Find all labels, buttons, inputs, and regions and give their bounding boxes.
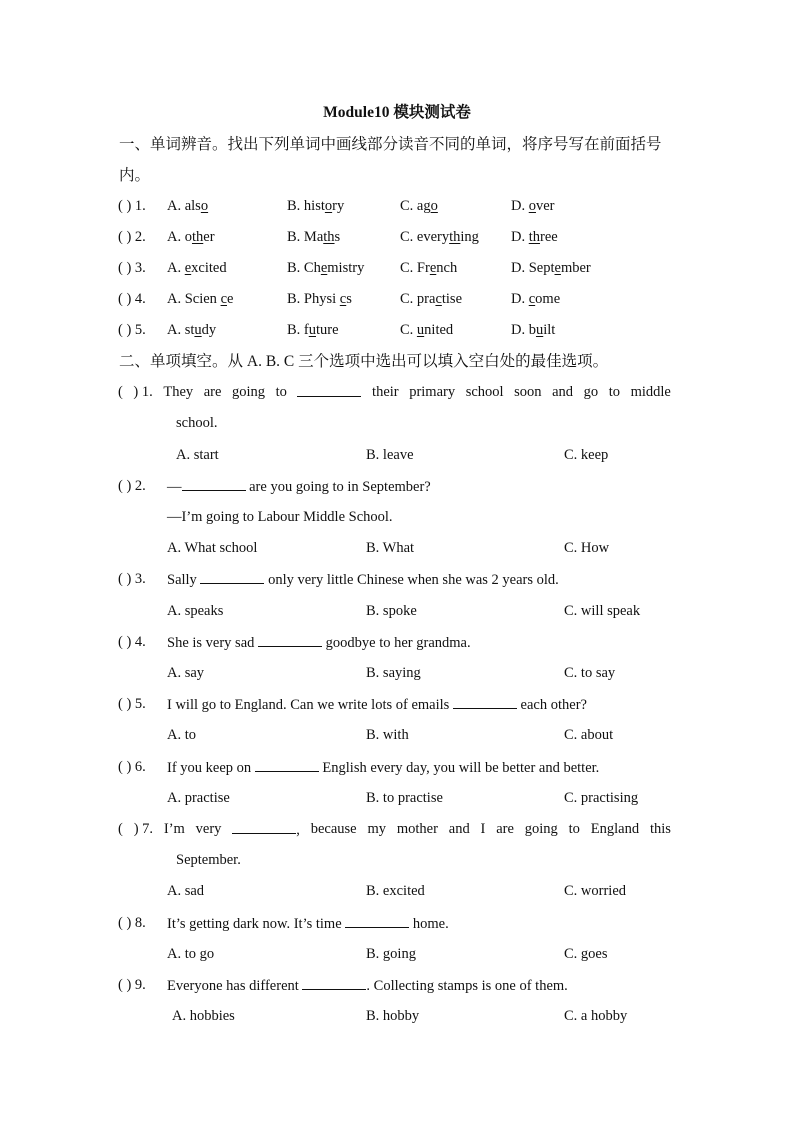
stem-text-before: It’s getting dark now. It’s time xyxy=(167,916,346,932)
stem-word: I xyxy=(480,821,486,837)
blank-slot xyxy=(297,384,361,402)
underlined-letters: u xyxy=(535,322,544,338)
stem-word: going xyxy=(232,384,266,400)
answer-blank xyxy=(200,571,264,584)
stem-word: because xyxy=(310,821,357,837)
sound-item xyxy=(0,260,794,280)
q5-stem xyxy=(0,696,794,716)
options-row xyxy=(0,1008,794,1028)
question-text xyxy=(167,571,559,589)
option-a xyxy=(167,291,233,308)
dialogue-reply: —I’m going to Labour Middle School. xyxy=(167,509,393,525)
stem-word: primary xyxy=(409,384,456,400)
stem-text-after: goodbye to her grandma. xyxy=(322,635,471,651)
option-text: s xyxy=(334,229,341,245)
option-d xyxy=(511,198,555,215)
stem-word: my xyxy=(367,821,386,837)
stem-word: to xyxy=(568,821,580,837)
underlined-letters: e xyxy=(554,260,561,276)
option-c xyxy=(400,260,457,277)
underlined-letters: th xyxy=(449,229,461,245)
underlined-letters: c xyxy=(528,291,536,307)
underlined-letters: th xyxy=(528,229,541,245)
q7-stem-continued: September. xyxy=(176,852,241,868)
answer-blank xyxy=(255,759,319,772)
option-a: A. sad xyxy=(167,883,205,899)
option-a: A. speaks xyxy=(167,603,224,619)
options-row xyxy=(0,540,794,560)
option-b xyxy=(287,260,364,277)
option-b: B. hobby xyxy=(366,1008,420,1024)
underlined-letters: u xyxy=(194,322,202,338)
q7-stem xyxy=(118,821,671,839)
stem-text-before: I will go to England. Can we write lots of emails xyxy=(167,697,453,713)
underlined-letters: o xyxy=(200,198,209,214)
options-row xyxy=(0,447,794,467)
underlined-letters: th xyxy=(323,229,335,245)
option-text: A. als xyxy=(167,198,201,214)
question-number: ( ) 4. xyxy=(118,634,146,650)
underlined-letters: th xyxy=(191,229,204,245)
option-text: ree xyxy=(540,229,558,245)
option-text: D. Sept xyxy=(511,260,555,276)
option-a: A. What school xyxy=(167,540,258,556)
option-text: B. Ch xyxy=(287,260,321,276)
item-number: ( ) 4. xyxy=(118,291,146,307)
stem-word: this xyxy=(649,821,671,837)
answer-blank xyxy=(302,977,366,990)
section1-heading-line1: 一、单词辨音。找出下列单词中画线部分读音不同的单词，将序号写在前面括号 xyxy=(119,136,662,153)
option-text: C. Fr xyxy=(400,260,430,276)
question-text xyxy=(167,977,568,995)
option-text: C. xyxy=(400,322,417,338)
option-text: A. Scien xyxy=(167,291,221,307)
option-b: B. to practise xyxy=(366,790,443,806)
item-number: ( ) 3. xyxy=(118,260,146,276)
option-text: B. Physi xyxy=(287,291,340,307)
option-a: A. to xyxy=(167,727,196,743)
underlined-letters: u xyxy=(416,322,425,338)
underlined-letters: o xyxy=(430,198,438,214)
stem-text-after: home. xyxy=(409,916,449,932)
question-number: ( ) 8. xyxy=(118,915,146,931)
stem-text-before: — xyxy=(167,479,182,495)
option-c: C. about xyxy=(564,727,614,743)
option-c: C. a hobby xyxy=(564,1008,628,1024)
option-b: B. excited xyxy=(366,883,425,899)
stem-word: ) 7. xyxy=(133,821,154,837)
option-b: B. spoke xyxy=(366,603,417,619)
underlined-letters: o xyxy=(324,198,333,214)
option-c xyxy=(400,229,479,246)
options-row xyxy=(0,883,794,903)
option-c: C. keep xyxy=(564,447,609,463)
option-b: B. going xyxy=(366,946,416,962)
option-a: A. start xyxy=(176,447,219,463)
underlined-letters: e xyxy=(184,260,192,276)
stem-word: to xyxy=(275,384,287,400)
sound-item xyxy=(0,198,794,218)
section1-heading-line2: 内。 xyxy=(119,167,151,184)
stem-word: and xyxy=(552,384,574,400)
stem-text-before: She is very sad xyxy=(167,635,259,651)
option-c: C. will speak xyxy=(564,603,641,619)
option-b: B. saying xyxy=(366,665,421,681)
option-a: A. to go xyxy=(167,946,215,962)
stem-text-before: Sally xyxy=(167,572,201,588)
options-row xyxy=(0,727,794,747)
option-d xyxy=(511,322,555,339)
option-c: C. practising xyxy=(564,790,639,806)
option-b xyxy=(287,229,340,246)
option-c xyxy=(400,198,438,215)
option-c: C. to say xyxy=(564,665,616,681)
option-text: ome xyxy=(535,291,561,307)
question-number: ( ) 2. xyxy=(118,478,146,494)
option-c xyxy=(400,291,462,308)
sound-item xyxy=(0,291,794,311)
option-text: B. f xyxy=(287,322,309,338)
option-text: A. xyxy=(167,260,185,276)
answer-blank xyxy=(182,478,246,491)
question-text xyxy=(167,478,431,496)
option-c: C. How xyxy=(564,540,610,556)
stem-word: very xyxy=(195,821,222,837)
q2-answer-line xyxy=(0,509,794,529)
stem-text-before: Everyone has different xyxy=(167,978,303,994)
q1-stem-continued: school. xyxy=(176,415,218,431)
stem-word: are xyxy=(496,821,514,837)
stem-word: They xyxy=(163,384,194,400)
options-row xyxy=(0,946,794,966)
underlined-letters: c xyxy=(339,291,347,307)
option-c: C. worried xyxy=(564,883,627,899)
q3-stem xyxy=(0,571,794,591)
stem-word: soon xyxy=(514,384,542,400)
question-number: ( ) 5. xyxy=(118,696,146,712)
stem-word: to xyxy=(608,384,620,400)
option-text: er xyxy=(203,229,215,245)
section1-heading xyxy=(119,129,679,191)
question-number: ( ) 3. xyxy=(118,571,146,587)
option-a: A. hobbies xyxy=(172,1008,235,1024)
option-text: ture xyxy=(316,322,339,338)
underlined-letters: c xyxy=(435,291,442,307)
stem-word: going xyxy=(524,821,558,837)
q2-stem xyxy=(0,478,794,498)
option-text: C. every xyxy=(400,229,450,245)
page-title: Module10 模块测试卷 xyxy=(323,104,471,121)
option-text: e xyxy=(227,291,234,307)
question-text xyxy=(167,915,449,933)
underlined-letters: o xyxy=(528,198,536,214)
option-text: xcited xyxy=(191,260,227,276)
option-text: ing xyxy=(460,229,479,245)
option-text: mistry xyxy=(327,260,365,276)
option-c xyxy=(400,322,453,339)
q8-stem xyxy=(0,915,794,935)
item-number: ( ) 2. xyxy=(118,229,146,245)
answer-blank xyxy=(232,821,296,834)
options-row xyxy=(0,603,794,623)
item-number: ( ) 1. xyxy=(118,198,146,214)
option-b xyxy=(287,198,344,215)
q6-stem xyxy=(0,759,794,779)
stem-word: ( xyxy=(118,384,123,400)
option-text: D. b xyxy=(511,322,536,338)
stem-text-after: are you going to in September? xyxy=(245,479,431,495)
option-text: C. ag xyxy=(400,198,431,214)
option-text: B. hist xyxy=(287,198,325,214)
option-b: B. What xyxy=(366,540,415,556)
answer-blank xyxy=(453,696,517,709)
option-text: C. pra xyxy=(400,291,436,307)
option-text: A. st xyxy=(167,322,195,338)
stem-text-after: only very little Chinese when she was 2 years old. xyxy=(264,572,559,588)
option-text: D. xyxy=(511,229,529,245)
option-a xyxy=(167,229,215,246)
answer-blank xyxy=(297,384,361,397)
option-text: dy xyxy=(201,322,217,338)
option-text: ilt xyxy=(543,322,556,338)
q4-stem xyxy=(0,634,794,654)
underlined-letters: u xyxy=(308,322,316,338)
option-text: mber xyxy=(560,260,591,276)
stem-word: ( xyxy=(118,821,123,837)
question-text xyxy=(167,634,471,652)
underlined-letters: c xyxy=(220,291,227,307)
option-text: nited xyxy=(424,322,454,338)
stem-text-after: . Collecting stamps is one of them. xyxy=(366,978,568,994)
q1-stem xyxy=(118,384,671,402)
option-text: B. Ma xyxy=(287,229,324,245)
option-d xyxy=(511,229,558,246)
q9-stem xyxy=(0,977,794,997)
option-b xyxy=(287,291,352,308)
question-number: ( ) 6. xyxy=(118,759,146,775)
item-number: ( ) 5. xyxy=(118,322,146,338)
option-text: A. o xyxy=(167,229,192,245)
blank-slot: , xyxy=(232,821,300,839)
answer-blank xyxy=(345,915,409,928)
option-b xyxy=(287,322,339,339)
section2-heading: 二、单项填空。从 A. B. C 三个选项中选出可以填入空白处的最佳选项。 xyxy=(119,353,609,370)
stem-word: are xyxy=(203,384,222,400)
option-text: D. xyxy=(511,198,529,214)
stem-word: mother xyxy=(396,821,438,837)
answer-blank xyxy=(258,634,322,647)
underlined-letters: e xyxy=(320,260,328,276)
stem-word: go xyxy=(583,384,599,400)
option-a: A. say xyxy=(167,665,205,681)
option-d xyxy=(511,291,560,308)
option-text: nch xyxy=(436,260,458,276)
stem-word: middle xyxy=(630,384,671,400)
option-a xyxy=(167,198,208,215)
sound-item xyxy=(0,322,794,342)
option-d xyxy=(511,260,591,277)
stem-word: school xyxy=(465,384,504,400)
stem-text-before: If you keep on xyxy=(167,760,255,776)
stem-word: ) 1. xyxy=(133,384,153,400)
option-text: D. xyxy=(511,291,529,307)
options-row xyxy=(0,665,794,685)
option-a xyxy=(167,260,227,277)
option-c: C. goes xyxy=(564,946,608,962)
underlined-letters: e xyxy=(429,260,437,276)
option-a: A. practise xyxy=(167,790,230,806)
option-b: B. leave xyxy=(366,447,414,463)
stem-word: England xyxy=(590,821,640,837)
stem-text-after: English every day, you will be better and better. xyxy=(318,760,600,776)
option-text: ver xyxy=(535,198,555,214)
stem-word: their xyxy=(372,384,399,400)
sound-item xyxy=(0,229,794,249)
question-text xyxy=(167,759,599,777)
question-number: ( ) 9. xyxy=(118,977,146,993)
stem-text-after: each other? xyxy=(516,697,587,713)
option-text: tise xyxy=(441,291,463,307)
stem-word: I’m xyxy=(163,821,185,837)
stem-word: and xyxy=(448,821,470,837)
option-text: ry xyxy=(332,198,345,214)
option-b: B. with xyxy=(366,727,409,743)
question-text xyxy=(167,696,587,714)
options-row xyxy=(0,790,794,810)
option-a xyxy=(167,322,216,339)
option-text: s xyxy=(346,291,352,307)
